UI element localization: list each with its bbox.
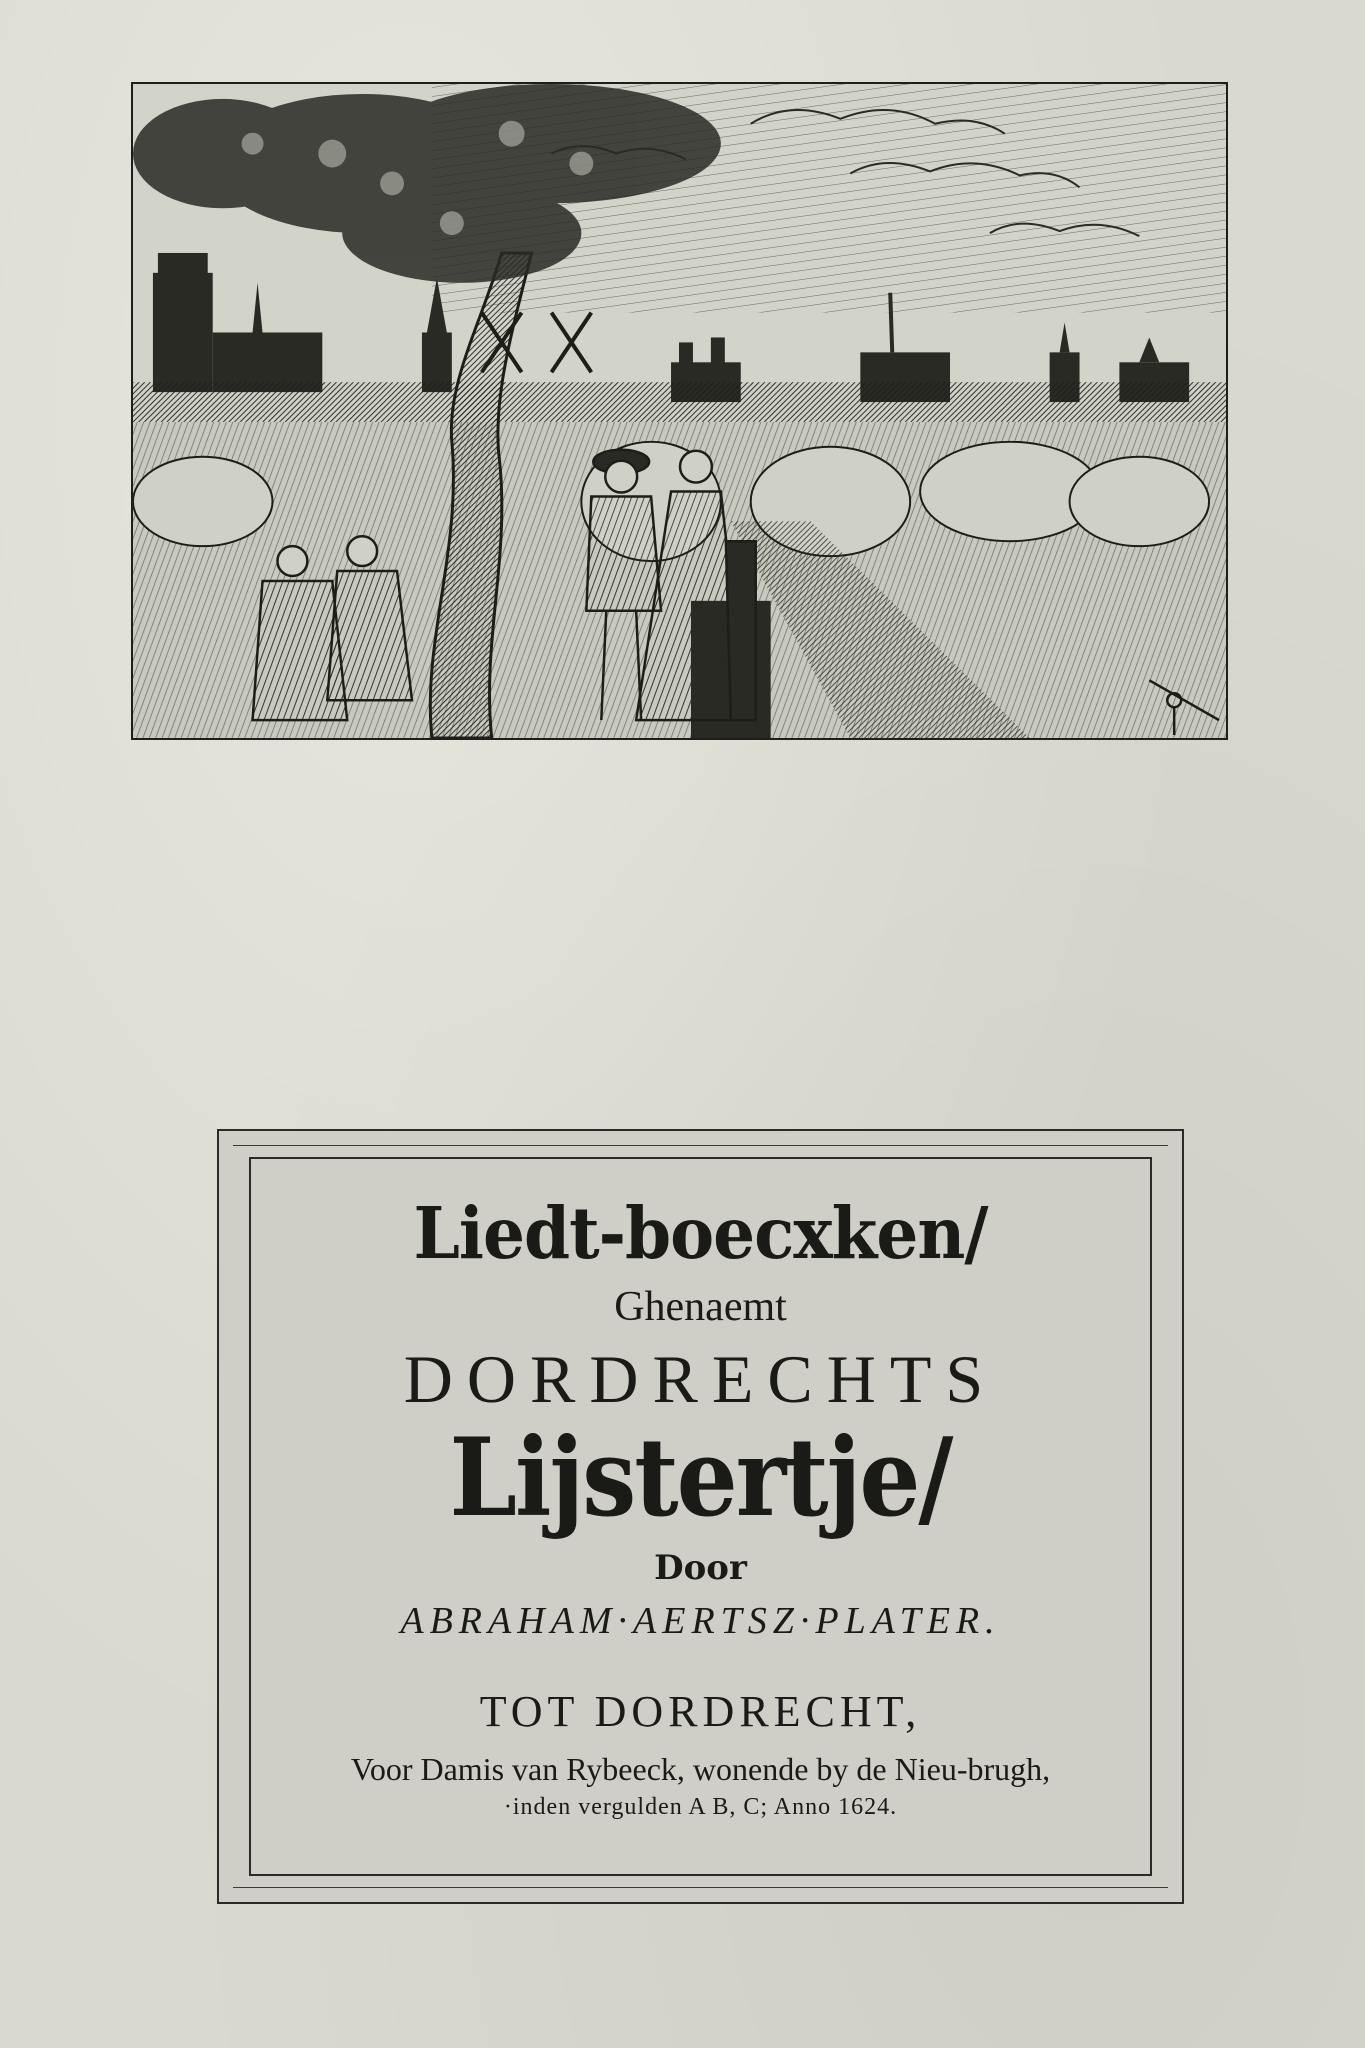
title-printer: Voor Damis van Rybeeck, wonende by de Nieu-brugh, bbox=[350, 1751, 1051, 1787]
title-page bbox=[217, 1129, 1184, 1904]
title-author: ABRAHAM·AERTSZ·PLATER. bbox=[400, 1600, 1001, 1642]
bottom-rule bbox=[233, 1887, 1168, 1888]
title-ghenaemt: Ghenaemt bbox=[614, 1284, 787, 1330]
title-door: Door bbox=[654, 1548, 747, 1588]
title-printer-sign: ·inden vergulden A B, C; Anno 1624. bbox=[503, 1794, 898, 1820]
title-text-block bbox=[259, 1171, 1142, 1823]
title-place: TOT DORDRECHT, bbox=[479, 1687, 922, 1736]
title-dordrechts: DORDRECHTS bbox=[403, 1341, 998, 1417]
title-lijstertje: Lijstertje/ bbox=[449, 1414, 952, 1541]
title-liedt-boecxken: Liedt-boecxken/ bbox=[413, 1190, 988, 1276]
landscape-woodcut-illustration bbox=[133, 84, 1226, 738]
woodcut-engraving bbox=[131, 82, 1228, 740]
top-rule bbox=[233, 1145, 1168, 1146]
